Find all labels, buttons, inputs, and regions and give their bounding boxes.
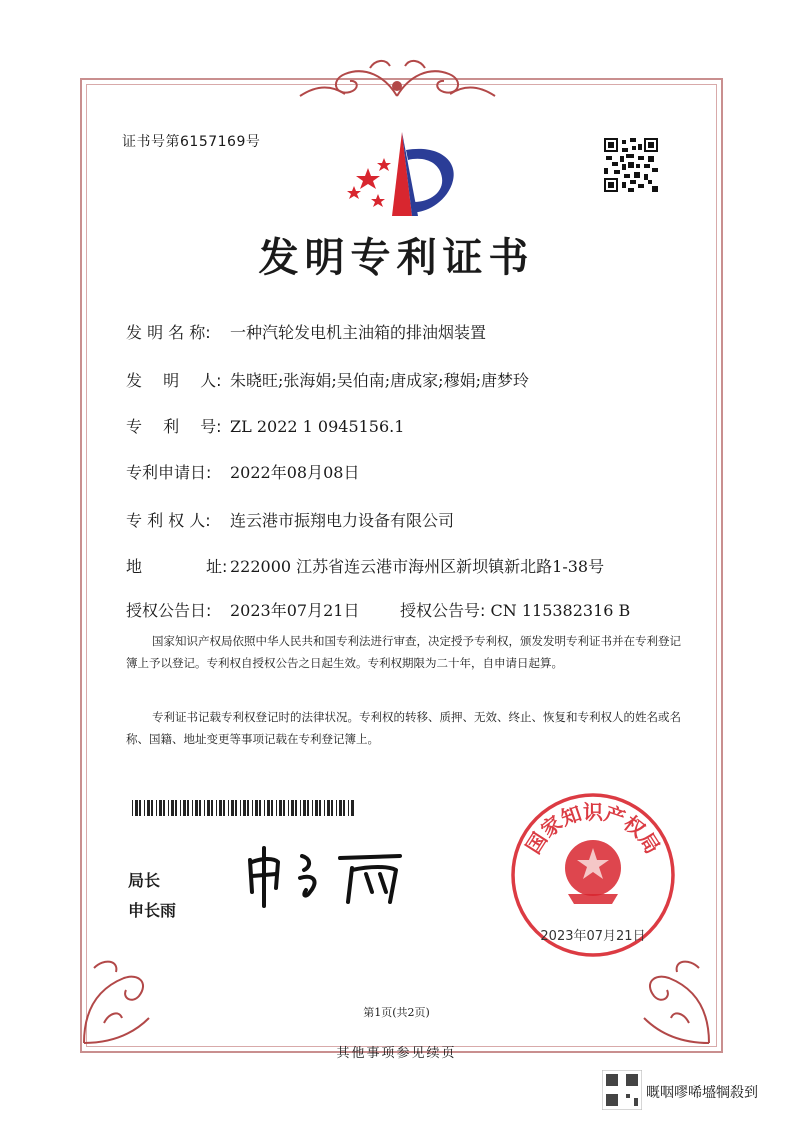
field-patentee	[126, 508, 454, 531]
barcode-icon	[132, 800, 354, 816]
certificate-title: 发明专利证书	[258, 235, 535, 281]
field-value: 一种汽轮发电机主油箱的排油烟装置	[230, 323, 487, 342]
field-label: 地 址:	[126, 557, 228, 576]
field-label: 专利申请日:	[126, 463, 212, 482]
director-title: 局长	[128, 871, 161, 890]
notice-paragraph-2: 专利证书记载专利权登记时的法律状况。专利权的转移、质押、无效、终止、恢复和专利权人的姓名或名称、国籍、地址变更等事项记载在专利登记簿上。	[126, 710, 681, 746]
page-number: 第1页(共2页)	[363, 1006, 430, 1019]
bottom-left-ornament-icon	[74, 948, 166, 1048]
official-seal-icon	[508, 790, 678, 960]
field-value: 2022年08月08日	[230, 463, 360, 482]
field-grant-date	[126, 598, 359, 621]
field-invention-name	[126, 320, 486, 343]
field-value: ZL 2022 1 0945156.1	[230, 417, 405, 436]
field-value: 连云港市振翔电力设备有限公司	[230, 511, 455, 530]
cnipa-emblem-icon	[340, 128, 464, 224]
qr-code-icon	[604, 138, 658, 192]
field-inventors	[126, 368, 529, 391]
field-label: 专 利 号:	[126, 417, 222, 436]
top-ornament-icon	[290, 56, 505, 102]
watermark-qr-icon	[602, 1070, 642, 1110]
field-value: 2023年07月21日	[230, 601, 360, 620]
certificate-number: 证书号第6157169号	[122, 134, 261, 150]
director-signature-icon	[240, 840, 420, 910]
field-value: CN 115382316 B	[490, 601, 631, 620]
watermark-text: 嘅咽嘐唏墭犅殺到	[646, 1085, 758, 1101]
notice-paragraph-1: 国家知识产权局依照中华人民共和国专利法进行审查，决定授予专利权，颁发发明专利证书并在专利登记簿上予以登记。专利权自授权公告之日起生效。专利权期限为二十年，自申请日起算。	[126, 634, 681, 670]
field-value: 222000 江苏省连云港市海州区新坝镇新北路1-38号	[230, 557, 605, 576]
field-address	[126, 554, 604, 577]
field-label: 专 利 权 人:	[126, 511, 211, 530]
field-label: 授权公告日:	[126, 601, 212, 620]
footer-note: 其他事项参见续页	[336, 1046, 457, 1061]
field-announcement-number	[400, 598, 630, 621]
seal-text: 国家知识产权局	[521, 800, 665, 858]
bottom-right-ornament-icon	[627, 948, 719, 1048]
field-patent-number	[126, 414, 404, 437]
field-label: 授权公告号:	[400, 601, 486, 620]
field-label: 发 明 人:	[126, 371, 222, 390]
director-name: 申长雨	[128, 901, 177, 920]
field-label: 发 明 名 称:	[126, 323, 211, 342]
seal-date: 2023年07月21日	[540, 929, 646, 944]
field-value: 朱晓旺;张海娟;吴伯南;唐成家;穆娟;唐梦玲	[230, 371, 529, 390]
field-application-date	[126, 460, 359, 483]
